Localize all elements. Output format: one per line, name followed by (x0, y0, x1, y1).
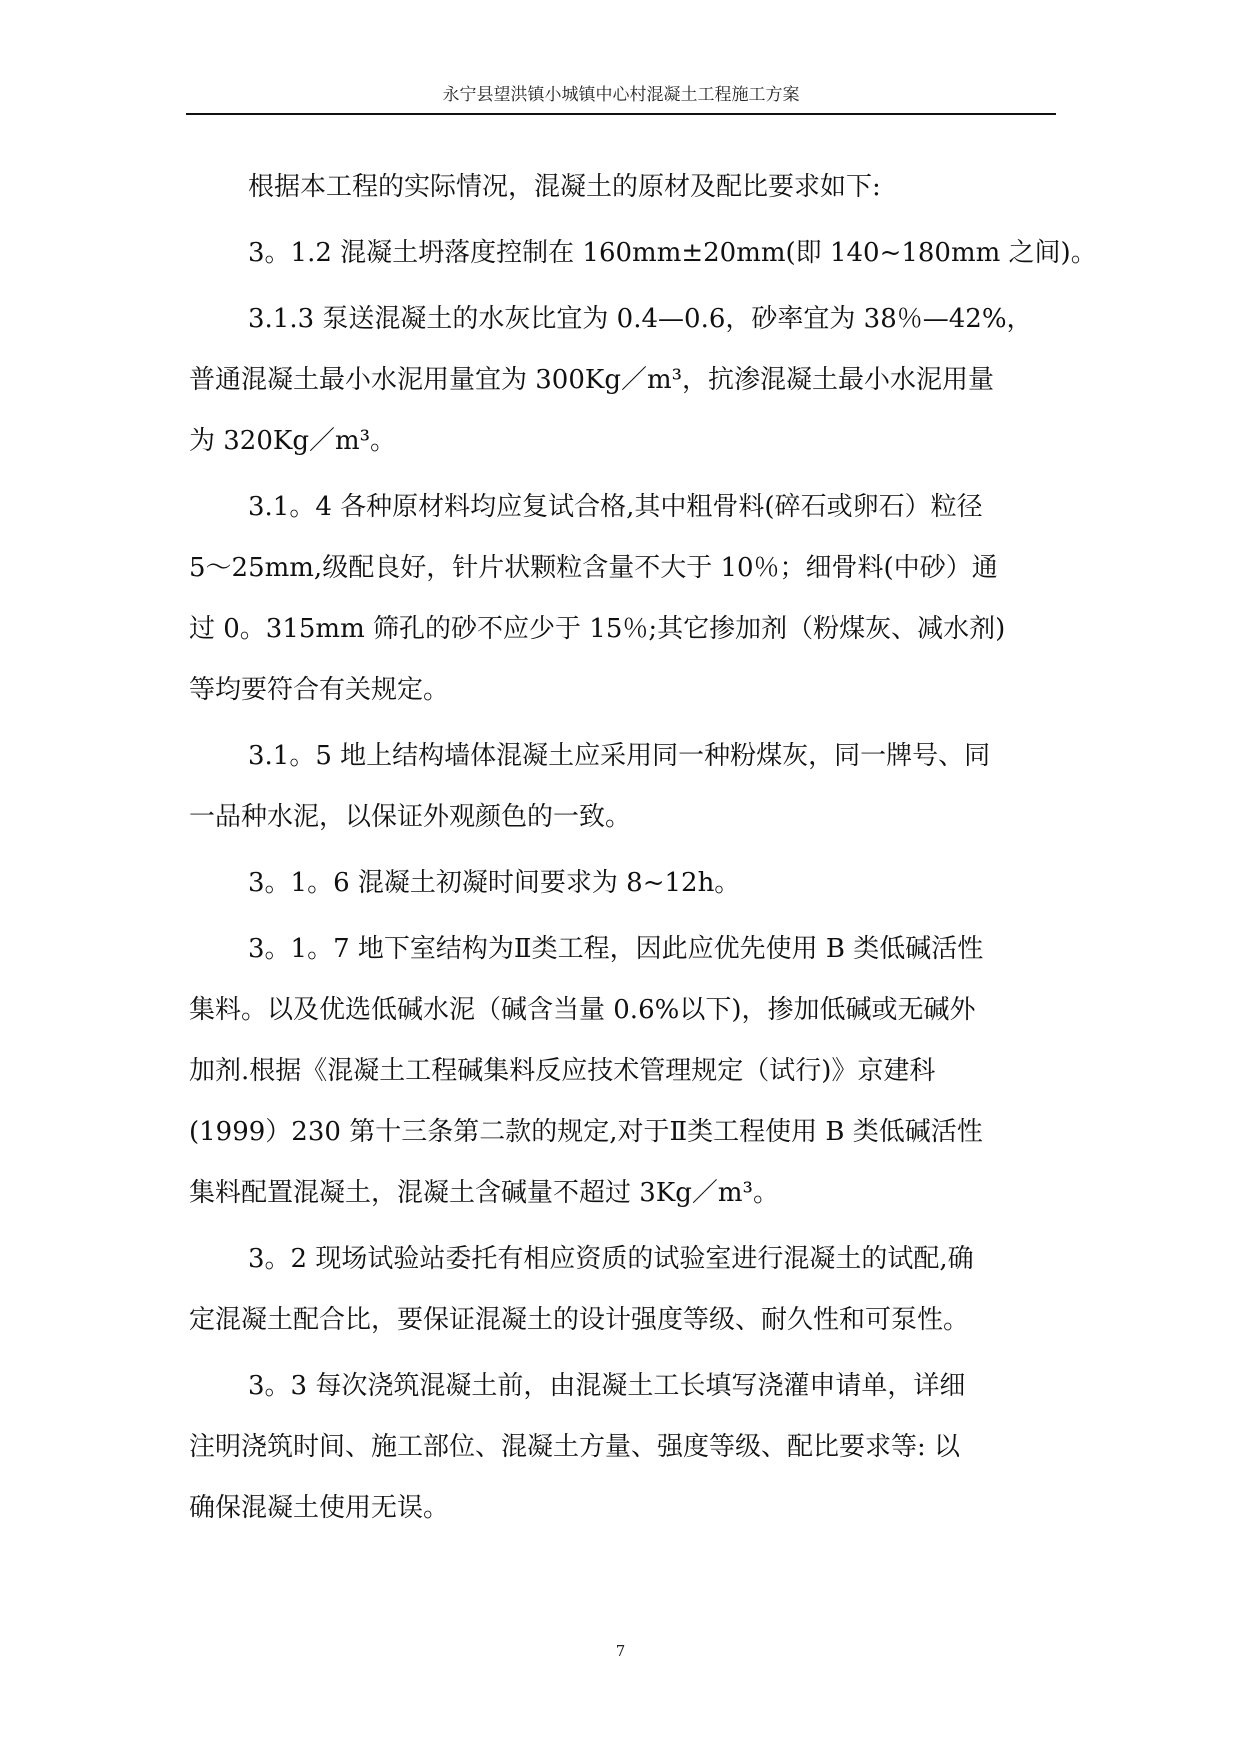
paragraph-line: 3。3 每次浇筑混凝土前，由混凝土工长填写浇灌申请单，详细 (248, 1371, 966, 1401)
paragraph-line: 注明浇筑时间、施工部位、混凝土方量、强度等级、配比要求等: 以 (189, 1432, 961, 1462)
paragraph-line: 确保混凝土使用无误。 (189, 1493, 450, 1523)
paragraph-3-1-7 (189, 919, 1059, 1224)
paragraph-line: 为 320Kg／m³。 (189, 426, 397, 456)
paragraph-3-1-5 (189, 726, 1059, 848)
paragraph-line: 加剂.根据《混凝土工程碱集料反应技术管理规定（试行)》京建科 (189, 1056, 936, 1086)
paragraph-3-3 (189, 1356, 1059, 1539)
paragraph-line: 普通混凝土最小水泥用量宜为 300Kg／m³，抗渗混凝土最小水泥用量 (189, 365, 995, 395)
header-divider (186, 113, 1056, 115)
paragraph-line: 3.1。4 各种原材料均应复试合格,其中粗骨料(碎石或卵石）粒径 (248, 492, 983, 522)
page-header-title: 永宁县望洪镇小城镇中心村混凝土工程施工方案 (442, 85, 800, 105)
paragraph-line: 3.1。5 地上结构墙体混凝土应采用同一种粉煤灰，同一牌号、同 (248, 741, 991, 771)
paragraph-3-1-2 (189, 223, 1097, 284)
paragraph-line: 集料。以及优选低碱水泥（碱含当量 0.6%以下)，掺加低碱或无碱外 (189, 995, 976, 1025)
paragraph-3-2 (189, 1229, 1059, 1351)
paragraph-line: 定混凝土配合比，要保证混凝土的设计强度等级、耐久性和可泵性。 (189, 1305, 970, 1335)
paragraph-3-1-3 (189, 289, 1059, 472)
paragraph-line: 3。1。7 地下室结构为Ⅱ类工程，因此应优先使用 B 类低碱活性 (248, 934, 984, 964)
paragraph-line: 集料配置混凝土，混凝土含碱量不超过 3Kg／m³。 (189, 1178, 779, 1208)
paragraph-line: 一品种水泥，以保证外观颜色的一致。 (189, 802, 632, 832)
paragraph-line: 过 0。315mm 筛孔的砂不应少于 15％;其它掺加剂（粉煤灰、减水剂) (189, 614, 1006, 644)
paragraph-line: 3。1.2 混凝土坍落度控制在 160mm±20mm(即 140~180mm 之间)。 (248, 238, 1097, 268)
paragraph-line: 等均要符合有关规定。 (189, 675, 450, 705)
paragraph-line: 3。2 现场试验站委托有相应资质的试验室进行混凝土的试配,确 (248, 1244, 974, 1274)
paragraph-3-1-6 (189, 853, 1059, 914)
document-body (189, 157, 1097, 1539)
paragraph-line: 3.1.3 泵送混凝土的水灰比宜为 0.4—0.6，砂率宜为 38％—42%， (248, 304, 1033, 334)
paragraph-3-1-4 (189, 477, 1059, 721)
paragraph-line: 3。1。6 混凝土初凝时间要求为 8~12h。 (248, 868, 741, 898)
paragraph-line: 根据本工程的实际情况，混凝土的原材及配比要求如下: (248, 172, 881, 202)
paragraph-line: (1999）230 第十三条第二款的规定,对于Ⅱ类工程使用 B 类低碱活性 (189, 1117, 983, 1147)
paragraph-intro (189, 157, 1059, 218)
paragraph-line: 5～25mm,级配良好，针片状颗粒含量不大于 10％；细骨料(中砂）通 (189, 553, 998, 583)
page-number: 7 (615, 1642, 626, 1660)
